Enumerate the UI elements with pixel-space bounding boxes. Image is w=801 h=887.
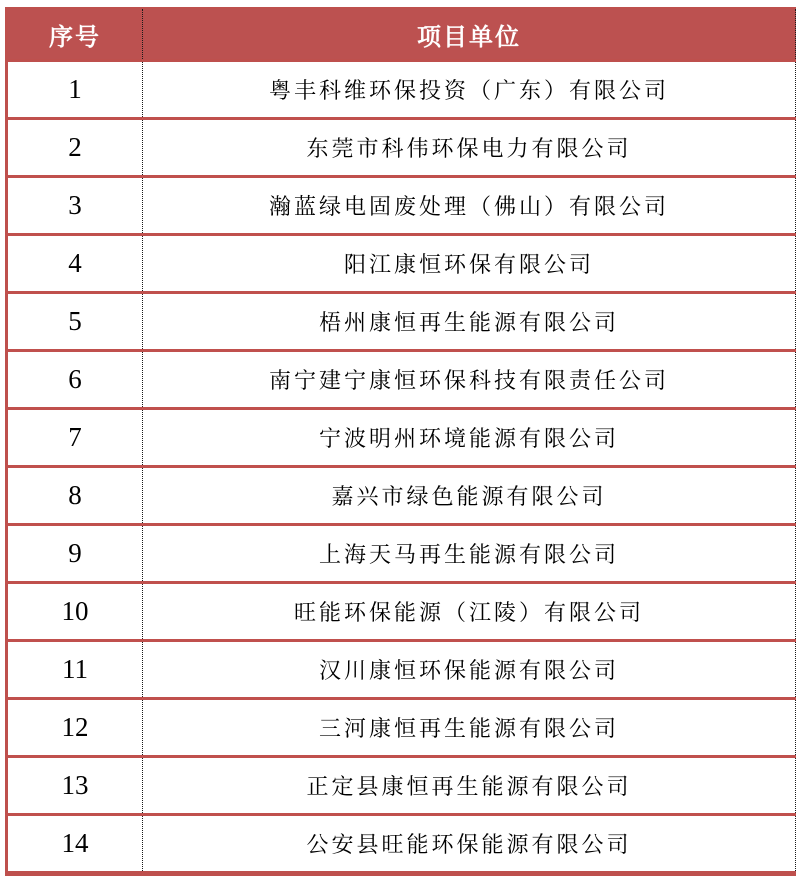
row-number-cell: 7	[7, 409, 143, 467]
unit-name-cell: 公安县旺能环保能源有限公司	[143, 815, 796, 874]
table-row	[7, 699, 796, 757]
row-number-cell: 14	[7, 815, 143, 874]
unit-name-cell: 汉川康恒环保能源有限公司	[143, 641, 796, 699]
table-row	[7, 235, 796, 293]
row-number-cell: 5	[7, 293, 143, 351]
header-cell-serial-number: 序号	[7, 8, 143, 61]
project-unit-table	[5, 7, 796, 876]
table-row	[7, 293, 796, 351]
header-row	[7, 8, 796, 61]
table-row	[7, 351, 796, 409]
row-number-cell: 11	[7, 641, 143, 699]
table-body	[7, 61, 796, 874]
table-row	[7, 525, 796, 583]
table-row	[7, 61, 796, 119]
unit-name-cell: 粤丰科维环保投资（广东）有限公司	[143, 61, 796, 119]
unit-name-cell: 南宁建宁康恒环保科技有限责任公司	[143, 351, 796, 409]
table-row	[7, 815, 796, 874]
unit-name-cell: 三河康恒再生能源有限公司	[143, 699, 796, 757]
table-row	[7, 583, 796, 641]
row-number-cell: 12	[7, 699, 143, 757]
unit-name-cell: 阳江康恒环保有限公司	[143, 235, 796, 293]
unit-name-cell: 瀚蓝绿电固废处理（佛山）有限公司	[143, 177, 796, 235]
row-number-cell: 10	[7, 583, 143, 641]
unit-name-cell: 宁波明州环境能源有限公司	[143, 409, 796, 467]
unit-name-cell: 嘉兴市绿色能源有限公司	[143, 467, 796, 525]
table-row	[7, 177, 796, 235]
table-row	[7, 757, 796, 815]
row-number-cell: 13	[7, 757, 143, 815]
unit-name-cell: 梧州康恒再生能源有限公司	[143, 293, 796, 351]
header-cell-project-unit: 项目单位	[143, 8, 796, 61]
row-number-cell: 6	[7, 351, 143, 409]
table-row	[7, 119, 796, 177]
row-number-cell: 2	[7, 119, 143, 177]
unit-name-cell: 旺能环保能源（江陵）有限公司	[143, 583, 796, 641]
table-row	[7, 641, 796, 699]
row-number-cell: 3	[7, 177, 143, 235]
row-number-cell: 9	[7, 525, 143, 583]
table-row	[7, 409, 796, 467]
table-row	[7, 467, 796, 525]
row-number-cell: 8	[7, 467, 143, 525]
row-number-cell: 1	[7, 61, 143, 119]
row-number-cell: 4	[7, 235, 143, 293]
unit-name-cell: 正定县康恒再生能源有限公司	[143, 757, 796, 815]
unit-name-cell: 东莞市科伟环保电力有限公司	[143, 119, 796, 177]
table-header	[7, 8, 796, 61]
unit-name-cell: 上海天马再生能源有限公司	[143, 525, 796, 583]
